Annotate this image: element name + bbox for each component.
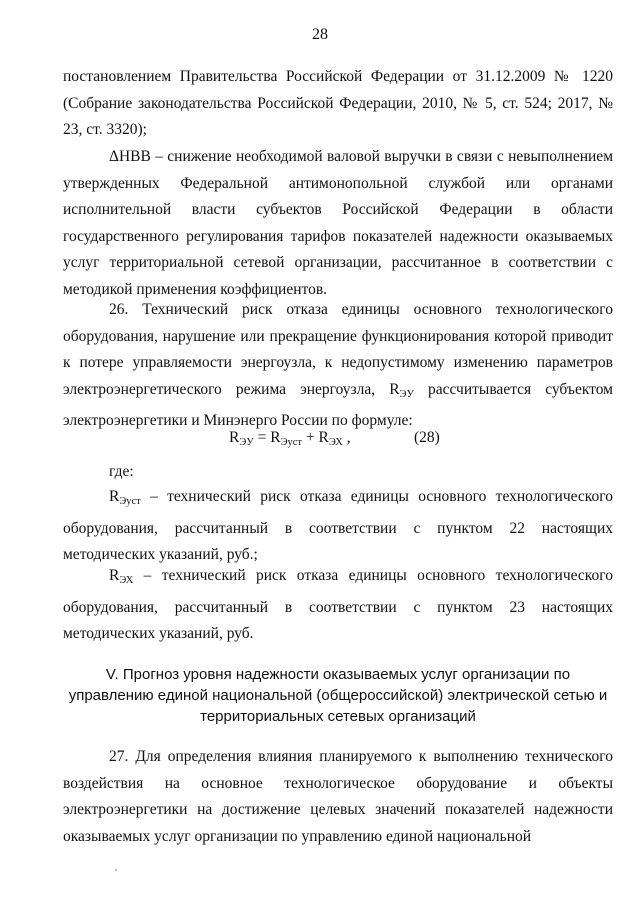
section-heading-v: V. Прогноз уровня надежности оказываемых услуг организации по управлению единой национальной (общероссийской) электрической сетью и территориальных сетевых организаций — [68, 666, 608, 725]
definition-r-ex-symbol: R — [109, 567, 120, 584]
definition-r-eust-sub: Эуст — [119, 496, 141, 507]
definition-r-ex-text: – технический риск отказа единицы основного технологического оборудования, рассчитанный в соответствии с пунктом 23 настоящих методических указаний, руб. — [63, 567, 613, 642]
formula-number: (28) — [414, 429, 440, 446]
page-number: 28 — [312, 26, 328, 43]
paragraph-26-text: 26. Технический риск отказа единицы основного технологического оборудования, нарушение или прекращение функционирования которой приводит к потере управляемости энергоузла, к недопустимому изменению параметров электроэнергетического режима энергоузла, R — [63, 301, 613, 398]
paragraph-citation: постановлением Правительства Российской Федерации от 31.12.2009 № 1220 (Собрание законодательства Российской Федерации, 2010, № 5, ст. 524; 2017, № 23, ст. 3320); — [63, 68, 613, 138]
formula-comma: , — [342, 429, 351, 446]
formula-28 — [0, 429, 640, 455]
paragraph-27: 27. Для определения влияния планируемого к выполнению технического воздействия на основное технологическое оборудование и объекты электроэнергетики на достижение целевых значений показателей надежности оказываемых услуг организации по управлению единой национальной — [63, 748, 613, 845]
definition-r-ex — [63, 563, 613, 648]
definition-r-eust-text: – технический риск отказа единицы основного технологического оборудования, рассчитанный в соответствии с пунктом 22 настоящих методических указаний, руб.; — [63, 488, 613, 563]
formula-expression — [229, 429, 351, 448]
formula-term1: R — [270, 429, 281, 446]
paragraph-delta-nvv: ΔНВВ – снижение необходимой валовой выручки в связи с невыполнением утвержденных Федеральной антимонопольной службой или органами исполнительной власти субъектов Российской Федерации в области государственного регулирования тарифов показателей надежности оказываемых услуг территориальной сетевой организации, рассчитанное в соответствии с методикой применения коэффициентов. — [63, 148, 613, 298]
formula-plus: + — [302, 429, 319, 446]
formula-term1-sub: Эуст — [280, 437, 302, 448]
formula-term2: R — [318, 429, 329, 446]
formula-equals: = — [253, 429, 271, 446]
formula-term2-sub: ЭХ — [328, 437, 343, 448]
where-label: где: — [109, 463, 134, 480]
scan-speck — [115, 869, 117, 871]
definition-r-ex-sub: ЭХ — [119, 575, 134, 586]
paragraph-26-subscript: ЭУ — [399, 388, 414, 400]
paragraph-26-tail: рассчитывается субъектом электроэнергетики и Минэнерго России по формуле: — [63, 380, 613, 429]
formula-lhs: R — [229, 429, 240, 446]
paragraph-26 — [63, 297, 613, 435]
definition-r-eust-symbol: R — [109, 488, 120, 505]
formula-lhs-sub: ЭУ — [239, 437, 254, 448]
definition-r-eust — [63, 484, 613, 569]
